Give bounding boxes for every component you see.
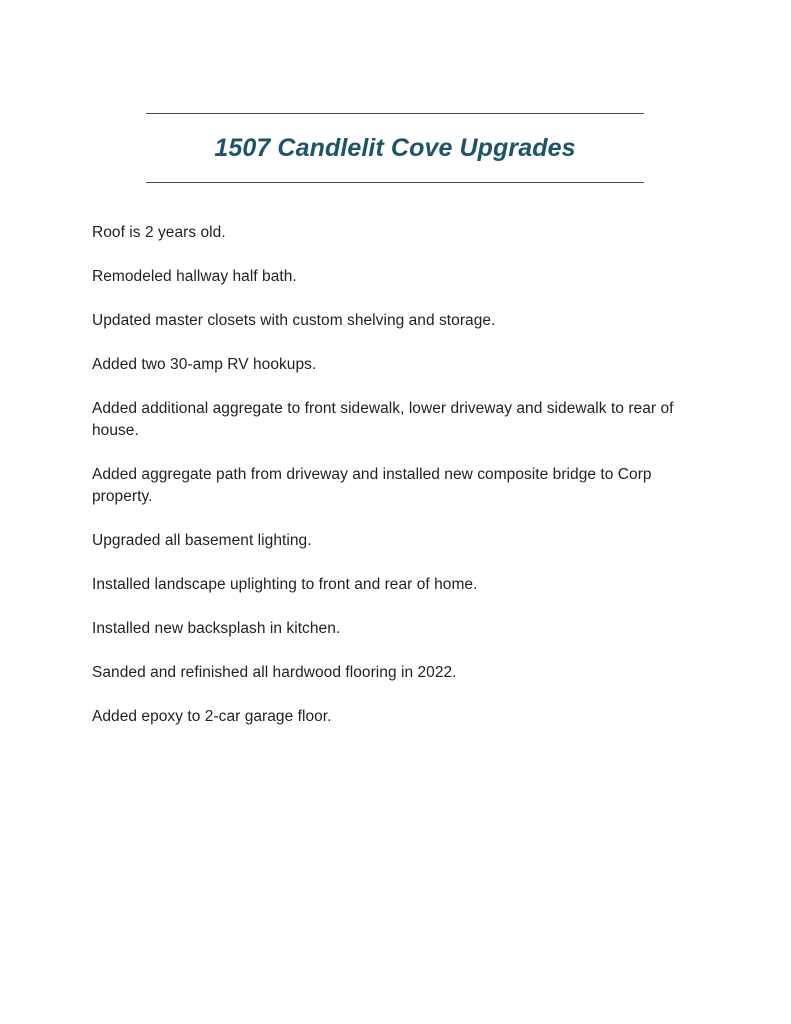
- list-item: Added two 30-amp RV hookups.: [92, 356, 317, 373]
- page-title: 1507 Candlelit Cove Upgrades: [214, 134, 576, 162]
- list-item: Installed landscape uplighting to front and rear of home.: [92, 576, 478, 593]
- title-block: [146, 113, 644, 183]
- list-item: Added epoxy to 2-car garage floor.: [92, 708, 332, 725]
- list-item: Sanded and refinished all hardwood flooring in 2022.: [92, 664, 457, 681]
- upgrades-list: [92, 222, 692, 728]
- title-divider-bottom: [146, 182, 644, 183]
- list-item: Upgraded all basement lighting.: [92, 532, 312, 549]
- list-item: Updated master closets with custom shelving and storage.: [92, 312, 496, 329]
- list-item: Roof is 2 years old.: [92, 224, 226, 241]
- list-item: Remodeled hallway half bath.: [92, 268, 297, 285]
- list-item: Added aggregate path from driveway and installed new composite bridge to Corp property.: [92, 466, 652, 505]
- list-item: Added additional aggregate to front sidewalk, lower driveway and sidewalk to rear of house.: [92, 400, 674, 439]
- list-item: Installed new backsplash in kitchen.: [92, 620, 341, 637]
